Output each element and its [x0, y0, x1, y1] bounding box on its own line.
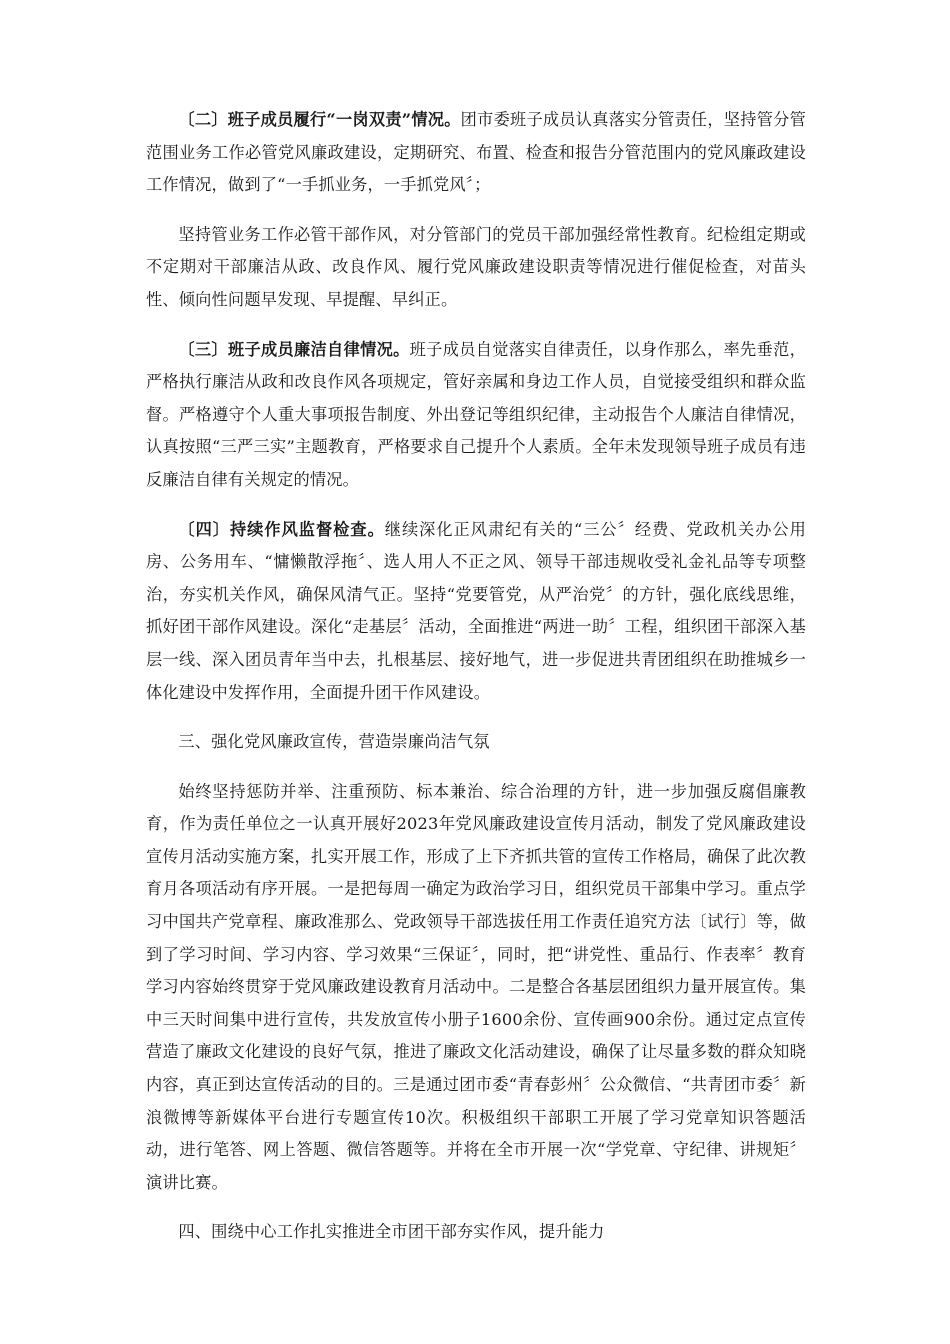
paragraph-text: 团市委班子成员认真落实分管责任，坚持管分管范围业务工作必管党风廉政建设，定期研究、布置、检查和报告分管范围内的党风廉政建设工作情况，做到了“一手抓业务，一手抓党风〞；: [146, 110, 806, 195]
paragraph-text: 始终坚持惩防并举、注重预防、标本兼治、综合治理的方针，进一步加强反腐倡廉教育，作为责任单位之一认真开展好2023年党风廉政建设宣传月活动，制发了党风廉政建设宣传月活动实施方案，扎实开展工作，形成了上下齐抓共管的宣传工作格局，确保了此次教育月各项活动有序开展。一是把每周一确定为政治学习日，组织党员干部集中学习。重点学习中国共产党章程、廉政准那么、党政领导干部选拔任用工作责任追究方法〔试行〕等，做到了学习时间、学习内容、学习效果“三保证〞，同时，把“讲党性、重品行、作表率〞教育学习内容始终贯穿于党风廉政建设教育月活动中。二是整合各基层团组织力量开展宣传。集中三天时间集中进行宣传，共发放宣传小册子1600余份、宣传画900余份。通过定点宣传营造了廉政文化建设的良好气氛，推进了廉政文化活动建设，确保了让尽量多数的群众知晓内容，真正到达宣传活动的目的。三是通过团市委“青春彭州〞公众微信、“共青团市委〞新浪微博等新媒体平台进行专题宣传10次。积极组织干部职工开展了学习党章知识答题活动，进行笔答、网上答题、微信答题等。并将在全市开展一次“学党章、守纪律、讲规矩〞演讲比赛。: [146, 781, 806, 1192]
section-heading-4: [146, 1216, 806, 1249]
paragraph-lead: 〔二〕班子成员履行“一岗双责”情况。: [178, 110, 461, 129]
paragraph-self-discipline: [146, 334, 806, 497]
heading-text: 三、强化党风廉政宣传，营造崇廉尚洁气氛: [178, 732, 490, 752]
paragraph-lead: 〔三〕班子成员廉洁自律情况。: [178, 339, 410, 359]
paragraph-lead: 〔四〕持续作风监督检查。: [178, 519, 385, 539]
section-heading-3: [146, 726, 806, 759]
heading-text: 四、围绕中心工作扎实推进全市团干部夯实作风，提升能力: [178, 1222, 605, 1242]
document-page: [146, 104, 806, 1266]
paragraph-supervision: [146, 514, 806, 710]
paragraph-text: 继续深化正风肃纪有关的“三公〞经费、党政机关办公用房、公务用车、“慵懒散浮拖〞、选人用人不正之风、领导干部违规收受礼金礼品等专项整治，夯实机关作风，确保风清气正。坚持“党要管党，从严治党〞的方针，强化底线思维，抓好团干部作风建设。深化“走基层〞活动，全面推进“两进一助〞工程，组织团干部深入基层一线、深入团员青年当中去，扎根基层、接好地气，进一步促进共青团组织在助推城乡一体化建设中发挥作用，全面提升团干作风建设。: [146, 519, 806, 702]
paragraph-text: 坚持管业务工作必管干部作风，对分管部门的党员干部加强经常性教育。纪检组定期或不定期对干部廉洁从政、改良作风、履行党风廉政建设职责等情况进行催促检查，对苗头性、倾向性问题早发现、早提醒、早纠正。: [146, 224, 806, 309]
paragraph-text: 班子成员自觉落实自律责任，以身作那么，率先垂范，严格执行廉洁从政和改良作风各项规定，管好亲属和身边工作人员，自觉接受组织和群众监督。严格遵守个人重大事项报告制度、外出登记等组织纪律，主动报告个人廉洁自律情况，认真按照“三严三实”主题教育，严格要求自己提升个人素质。全年未发现领导班子成员有违反廉洁自律有关规定的情况。: [146, 339, 806, 489]
paragraph-duty-performance: [146, 104, 806, 202]
paragraph-work-style: [146, 219, 806, 317]
paragraph-publicity: [146, 776, 806, 1200]
